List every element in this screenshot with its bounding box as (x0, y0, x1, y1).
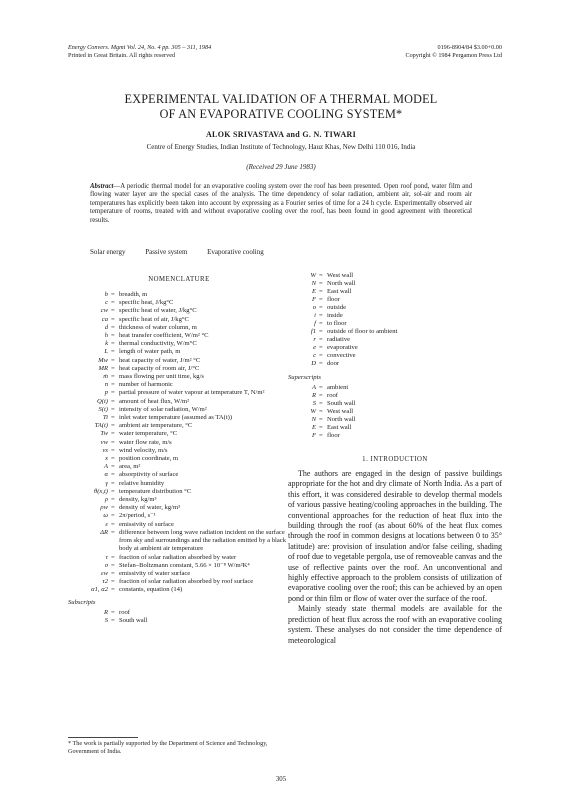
symbol: ε (105, 520, 108, 528)
equals-sign: = (111, 608, 115, 616)
abstract-text: —A periodic thermal model for an evaporative cooling system over the roof has been presented. Open roof pond, water film and flowing water layer are the special cases of the analysis. The time dependency of solar radiation, ambient air, sol-air and room air temperatures has explicitly been taken into account by expressing as a Fourier series of time for a 24 h cycle. Experimentally observed air temperature of rooms, treated with and without evaporative cooling over the roof, has been found in good agreement with theoretical results. (90, 183, 472, 224)
symbol: A (311, 384, 316, 391)
symbol-definition: intensity of solar radiation, W/m² (119, 405, 207, 413)
symbol-definition: Stefan–Boltzmann constant, 5.66 × 10⁻⁸ W/m²K⁴ (119, 561, 250, 569)
equals-sign: = (319, 360, 323, 367)
received-date: (Received 29 June 1983) (246, 163, 316, 171)
symbol: D (311, 360, 316, 367)
equals-sign: = (111, 487, 115, 495)
symbol-entry (68, 348, 290, 356)
equals-sign: = (111, 299, 115, 307)
symbol-entry (288, 304, 502, 312)
symbol-entry (288, 400, 502, 408)
symbol: S(t) (98, 405, 108, 413)
symbol-definition: roof (119, 608, 130, 616)
symbol-entry (288, 360, 502, 368)
symbol: b (104, 291, 108, 298)
symbol-entry (68, 299, 290, 307)
symbol: e (313, 344, 316, 351)
symbol: f1 (310, 328, 316, 335)
symbol-definition: radiative (327, 336, 351, 343)
equals-sign: = (111, 414, 115, 422)
keywords (90, 248, 282, 256)
equals-sign: = (111, 479, 115, 487)
symbol-definition: specific heat of air, J/kg°C (119, 315, 189, 323)
symbol: θ(x,t) (93, 487, 108, 495)
symbol-entry (68, 357, 290, 365)
equals-sign: = (111, 512, 115, 520)
symbol-definition: outside (327, 304, 347, 311)
symbol: p (104, 389, 108, 397)
symbol-definition: thickness of water column, m (119, 323, 197, 331)
symbol: N (311, 416, 316, 423)
symbol: d (104, 323, 108, 331)
symbol: ΔR (100, 528, 108, 536)
symbol-definition: floor (327, 432, 340, 439)
symbol: α (104, 471, 108, 479)
symbol-entry (288, 392, 502, 400)
symbol-definition: emissivity of water surface (119, 569, 191, 577)
equals-sign: = (111, 463, 115, 471)
symbol: E (311, 424, 316, 431)
symbol-definition: emissivity of surface (119, 520, 174, 528)
symbol-entry (68, 529, 290, 554)
symbol: τ2 (102, 578, 108, 586)
equals-sign: = (111, 307, 115, 315)
equals-sign: = (111, 340, 115, 348)
introduction-body (288, 469, 502, 646)
symbol: S (104, 616, 108, 624)
copyright-line: Copyright © 1984 Pergamon Press Ltd (405, 52, 502, 59)
symbol-definition: fraction of solar radiation absorbed by water (119, 553, 237, 561)
symbol: Q(t) (97, 397, 108, 405)
copyright-header (405, 44, 502, 60)
symbol: TA(t) (94, 422, 108, 430)
page-number: 305 (275, 776, 287, 783)
symbol-definition: North wall (327, 280, 356, 287)
keyword: Solar energy (90, 248, 126, 256)
symbol-entry (68, 554, 290, 562)
left-column (68, 276, 290, 625)
equals-sign: = (319, 304, 323, 311)
symbol-definition: density, kg/m³ (119, 496, 157, 504)
symbol-entry (68, 496, 290, 504)
symbol-entry (288, 432, 502, 440)
symbol-definition: East wall (327, 424, 352, 431)
nomenclature-title: NOMENCLATURE (148, 276, 210, 283)
symbol-entry (68, 609, 290, 617)
symbol: γ (105, 479, 108, 487)
symbol: x (105, 455, 108, 463)
symbol-entry (68, 422, 290, 430)
equals-sign: = (319, 280, 323, 287)
equals-sign: = (111, 528, 115, 536)
symbol: F (311, 296, 316, 303)
symbol-entry (68, 521, 290, 529)
equals-sign: = (111, 348, 115, 356)
symbol-entry (68, 406, 290, 414)
symbol-definition: inside (327, 312, 343, 319)
symbol-definition: specific heat, J/kg°C (119, 299, 174, 307)
symbol-entry (288, 384, 502, 392)
symbol-entry (288, 288, 502, 296)
journal-header (68, 44, 211, 60)
symbol-definition: temperature distribution °C (119, 487, 192, 495)
symbol-definition: 2π/period, s⁻¹ (119, 512, 156, 520)
symbol: r (313, 336, 316, 343)
abstract (90, 183, 472, 225)
symbol-entry (68, 324, 290, 332)
subscripts-list (68, 609, 290, 625)
journal-citation: Energy Convers. Mgmt Vol. 24, No. 4 pp. 305 – 311, 1984 (68, 44, 212, 51)
intro-paragraph-1: The authors are engaged in the design of passive buildings appropriate for the hot and dry climate of North India. As a part of this effort, it was considered desirable to develop thermal models of various passive heating/cooling approaches in the building. The conventional approaches for the reduction of heat flux into the building through the roof (as about 60% of the heat flux comes through the roof in common designs at locations between 0 to 35° latitude) are: provision of insulation and/or false ceiling, shading of roof due to vegetable pergola, use of removeable canvas and the use of reflective paints over the roof. An unconventional and highly effective approach to the problem consists of utilization of evaporative cooling over the roof; this can be achieved by an open pond or thin film or flow of water over the surface of the roof. (288, 469, 502, 603)
symbol-entry (288, 344, 502, 352)
symbol-definition: West wall (327, 272, 354, 279)
symbol-entry (288, 336, 502, 344)
symbol: k (105, 340, 108, 348)
footnote: * The work is partially supported by the Department of Science and Technology, Government of India. (68, 740, 268, 755)
symbol: n (104, 381, 108, 389)
symbol: ṁ (103, 373, 108, 381)
equals-sign: = (111, 553, 115, 561)
symbol: c (313, 352, 316, 359)
symbol-definition: ambient air temperature, °C (119, 422, 193, 430)
paper-title (60, 92, 502, 122)
symbol-definition: inlet water temperature (assumed as TA(t)) (119, 414, 233, 422)
symbol-definition: wind velocity, m/s (119, 446, 168, 454)
symbol-definition: amount of heat flux, W/m² (119, 397, 190, 405)
symbol: vs (102, 446, 108, 454)
equals-sign: = (319, 384, 323, 391)
symbol-entry (288, 416, 502, 424)
symbol-entry (68, 430, 290, 438)
symbol-entry (68, 455, 290, 463)
symbol-definition: East wall (327, 288, 352, 295)
introduction-heading: 1. INTRODUCTION (362, 456, 428, 463)
symbol-entry (68, 617, 290, 625)
nomenclature-list (68, 291, 290, 595)
equals-sign: = (111, 389, 115, 397)
equals-sign: = (111, 496, 115, 504)
equals-sign: = (111, 586, 115, 594)
symbol-entry (288, 424, 502, 432)
symbol-definition: absorptivity of surface (119, 471, 179, 479)
symbol: f (314, 320, 316, 327)
symbol: Tw (100, 430, 108, 438)
abstract-label: Abstract (90, 183, 114, 190)
superscripts-heading: Superscripts (288, 374, 321, 381)
symbol-entry (68, 562, 290, 570)
printed-notice: Printed in Great Britain. All rights reserved (68, 52, 176, 59)
symbol: i (314, 312, 316, 319)
equals-sign: = (319, 344, 323, 351)
title-line-1: EXPERIMENTAL VALIDATION OF A THERMAL MODEL (124, 92, 438, 106)
symbol-entry (68, 389, 290, 397)
equals-sign: = (111, 397, 115, 405)
symbol-definition: evaporative (327, 344, 358, 351)
symbol-definition: partial pressure of water vapour at temperature T, N/m² (119, 389, 265, 397)
symbol-entry (68, 307, 290, 315)
symbol-entry (288, 280, 502, 288)
symbol-entry (68, 480, 290, 488)
symbol-definition: water flow rate, m/s (119, 438, 172, 446)
symbol-entry (68, 414, 290, 422)
equals-sign: = (111, 578, 115, 586)
symbol: ω (103, 512, 108, 520)
symbol: α1, α2 (91, 586, 108, 594)
symbol-entry (68, 340, 290, 348)
symbol-definition: water temperature, °C (119, 430, 178, 438)
equals-sign: = (111, 616, 115, 624)
symbol-definition: West wall (327, 408, 354, 415)
symbol: o (312, 304, 316, 311)
keyword: Passive system (145, 248, 188, 256)
symbol-definition: area, m² (119, 463, 141, 471)
symbol-entry (288, 328, 502, 336)
equals-sign: = (111, 291, 115, 298)
symbol-entry (68, 463, 290, 471)
symbol-entry (68, 398, 290, 406)
symbol: εw (101, 569, 108, 577)
keyword: Evaporative cooling (207, 248, 264, 256)
equals-sign: = (319, 424, 323, 431)
symbol-entry (288, 408, 502, 416)
equals-sign: = (319, 400, 323, 407)
equals-sign: = (111, 504, 115, 512)
symbol-entry (288, 296, 502, 304)
symbol-entry (68, 488, 290, 496)
symbol-definition: mass flowing per unit time, kg/s (119, 373, 204, 381)
symbol-entry (288, 272, 502, 280)
symbol-definition: position coordinate, m (119, 455, 179, 463)
symbol-entry (68, 578, 290, 586)
symbol: E (311, 288, 316, 295)
symbol: ρw (100, 504, 108, 512)
equals-sign: = (111, 356, 115, 364)
equals-sign: = (319, 328, 323, 335)
equals-sign: = (111, 438, 115, 446)
symbol: W (310, 272, 316, 279)
equals-sign: = (319, 432, 323, 439)
symbol: R (311, 392, 316, 399)
equals-sign: = (319, 352, 323, 359)
symbol-entry (68, 512, 290, 520)
symbol-definition: North wall (327, 416, 356, 423)
equals-sign: = (319, 336, 323, 343)
symbol-entry (68, 586, 290, 594)
symbol-entry (68, 381, 290, 389)
equals-sign: = (319, 416, 323, 423)
equals-sign: = (111, 446, 115, 454)
equals-sign: = (319, 288, 323, 295)
symbol-entry (68, 373, 290, 381)
symbol-definition: thermal conductivity, W/m°C (119, 340, 197, 348)
right-column (288, 272, 502, 646)
equals-sign: = (111, 569, 115, 577)
footnote-rule (68, 737, 138, 738)
symbol-definition: heat capacity of water, J/m² °C (119, 356, 201, 364)
symbol-definition: breadth, m (119, 291, 148, 298)
symbol-definition: specific heat of water, J/kg°C (119, 307, 197, 315)
symbol-definition: heat capacity of room air, J/°C (119, 364, 200, 372)
equals-sign: = (111, 561, 115, 569)
symbol-definition: length of water path, m (119, 348, 181, 356)
equals-sign: = (111, 405, 115, 413)
symbol-definition: floor (327, 296, 340, 303)
symbol-entry (68, 570, 290, 578)
symbol: MR (98, 364, 108, 372)
affiliation: Centre of Energy Studies, Indian Institute of Technology, Hauz Khas, New Delhi 110 016, India (146, 143, 416, 151)
equals-sign: = (111, 430, 115, 438)
equals-sign: = (111, 332, 115, 340)
symbol-entry (68, 439, 290, 447)
symbol-entry (68, 291, 290, 299)
symbol-definition: number of harmonic (119, 381, 173, 389)
symbol: c (105, 299, 108, 307)
symbol-entry (68, 504, 290, 512)
intro-paragraph-2: Mainly steady state thermal models are available for the prediction of heat flux across the roof with an evaporative cooling system. These analyses do not consider the time dependence of meteorological (288, 604, 502, 645)
symbol-definition: fraction of solar radiation absorbed by roof surface (119, 578, 254, 586)
symbol: Mw (98, 356, 108, 364)
symbol: L (104, 348, 108, 356)
symbol: ρ (104, 496, 108, 504)
equals-sign: = (111, 364, 115, 372)
equals-sign: = (319, 312, 323, 319)
title-line-2: OF AN EVAPORATIVE COOLING SYSTEM* (159, 107, 403, 121)
equals-sign: = (111, 373, 115, 381)
symbol-definition: outside of floor to ambient (327, 328, 398, 335)
equals-sign: = (111, 422, 115, 430)
symbol-entry (288, 312, 502, 320)
equals-sign: = (111, 323, 115, 331)
authors: ALOK SRIVASTAVA and G. N. TIWARI (205, 130, 357, 139)
symbol: Ti (102, 414, 108, 422)
equals-sign: = (319, 320, 323, 327)
symbol-definition: difference between long wave radiation incident on the surface from sky and surroundings and the radiation emitted by a black body at ambient air temperature (119, 528, 287, 553)
symbol: N (311, 280, 316, 287)
equals-sign: = (111, 315, 115, 323)
equals-sign: = (319, 272, 323, 279)
symbol-definition: South wall (327, 400, 356, 407)
symbol-entry (68, 332, 290, 340)
equals-sign: = (111, 381, 115, 389)
symbol-definition: relative humidity (119, 479, 165, 487)
symbol: h (104, 332, 108, 340)
equals-sign: = (111, 520, 115, 528)
symbol: W (310, 408, 316, 415)
symbol: cw (100, 307, 108, 315)
symbol-definition: constants, equation (14) (119, 586, 183, 594)
symbol-definition: roof (327, 392, 338, 399)
symbol-definition: density of water, kg/m³ (119, 504, 181, 512)
equals-sign: = (111, 471, 115, 479)
symbol-entry (68, 471, 290, 479)
symbol-definition: convective (327, 352, 356, 359)
symbol-entry (68, 316, 290, 324)
symbol: A (103, 463, 108, 471)
symbol-definition: door (327, 360, 340, 367)
issn-line: 0196-8904/84 $3.00+0.00 (437, 44, 502, 51)
equals-sign: = (319, 392, 323, 399)
symbol-definition: heat transfer coefficient, W/m² °C (119, 332, 209, 340)
symbol-entry (68, 447, 290, 455)
symbol: τ (105, 553, 108, 561)
symbol: vw (100, 438, 108, 446)
symbol-entry (68, 365, 290, 373)
symbol-definition: ambient (327, 384, 349, 391)
symbol: σ (104, 561, 108, 569)
subscripts-heading: Subscripts (68, 598, 96, 606)
equals-sign: = (111, 455, 115, 463)
symbol: R (103, 608, 108, 616)
equals-sign: = (319, 408, 323, 415)
superscripts-list (288, 384, 502, 440)
symbol: S (312, 400, 316, 407)
subscripts-list-continued (288, 272, 502, 368)
symbol-entry (288, 320, 502, 328)
symbol: F (311, 432, 316, 439)
symbol-entry (288, 352, 502, 360)
symbol: ca (101, 315, 108, 323)
equals-sign: = (319, 296, 323, 303)
symbol-definition: South wall (119, 616, 148, 624)
symbol-definition: to floor (327, 320, 347, 327)
